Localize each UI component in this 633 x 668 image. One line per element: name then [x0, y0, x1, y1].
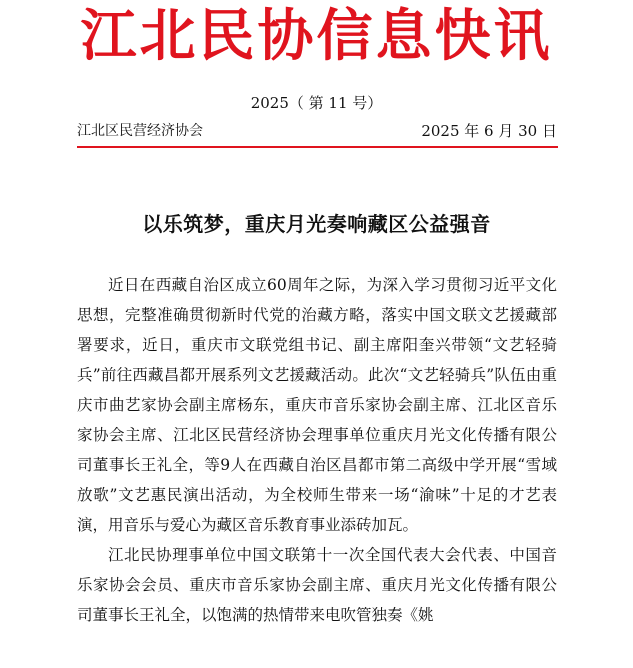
- publisher-organization: 江北区民营经济协会: [77, 123, 203, 139]
- article-body: [77, 270, 557, 630]
- article-paragraph-1: 近日在西藏自治区成立60周年之际，为深入学习贯彻习近平文化思想，完整准确贯彻新时代党的治藏方略，落实中国文联文艺援藏部署要求，近日，重庆市文联党组书记、副主席阳奎兴带领“文艺轻骑兵”前往西藏昌都开展系列文艺援藏活动。此次“文艺轻骑兵”队伍由重庆市曲艺家协会副主席杨东，重庆市音乐家协会副主席、江北区音乐家协会主席、江北区民营经济协会理事单位重庆月光文化传播有限公司董事长王礼全，等9人在西藏自治区昌都市第二高级中学开展“雪域放歌”文艺惠民演出活动，为全校师生带来一场“渝味”十足的才艺表演，用音乐与爱心为藏区音乐教育事业添砖加瓦。: [77, 276, 557, 534]
- article-paragraph-2: 江北民协理事单位中国文联第十一次全国代表大会代表、中国音乐家协会会员、重庆市音乐家协会副主席、重庆月光文化传播有限公司董事长王礼全，以饱满的热情带来电吹管独奏《姚: [77, 546, 557, 624]
- header-meta-row: [77, 120, 557, 142]
- header-divider: [77, 146, 558, 148]
- newsletter-masthead: 江北民协信息快讯: [80, 3, 553, 69]
- publish-date: 2025 年 6 月 30 日: [421, 122, 557, 140]
- article-headline: 以乐筑梦，重庆月光奏响藏区公益强音: [142, 212, 491, 236]
- issue-number: 2025（ 第 11 号）: [250, 94, 383, 112]
